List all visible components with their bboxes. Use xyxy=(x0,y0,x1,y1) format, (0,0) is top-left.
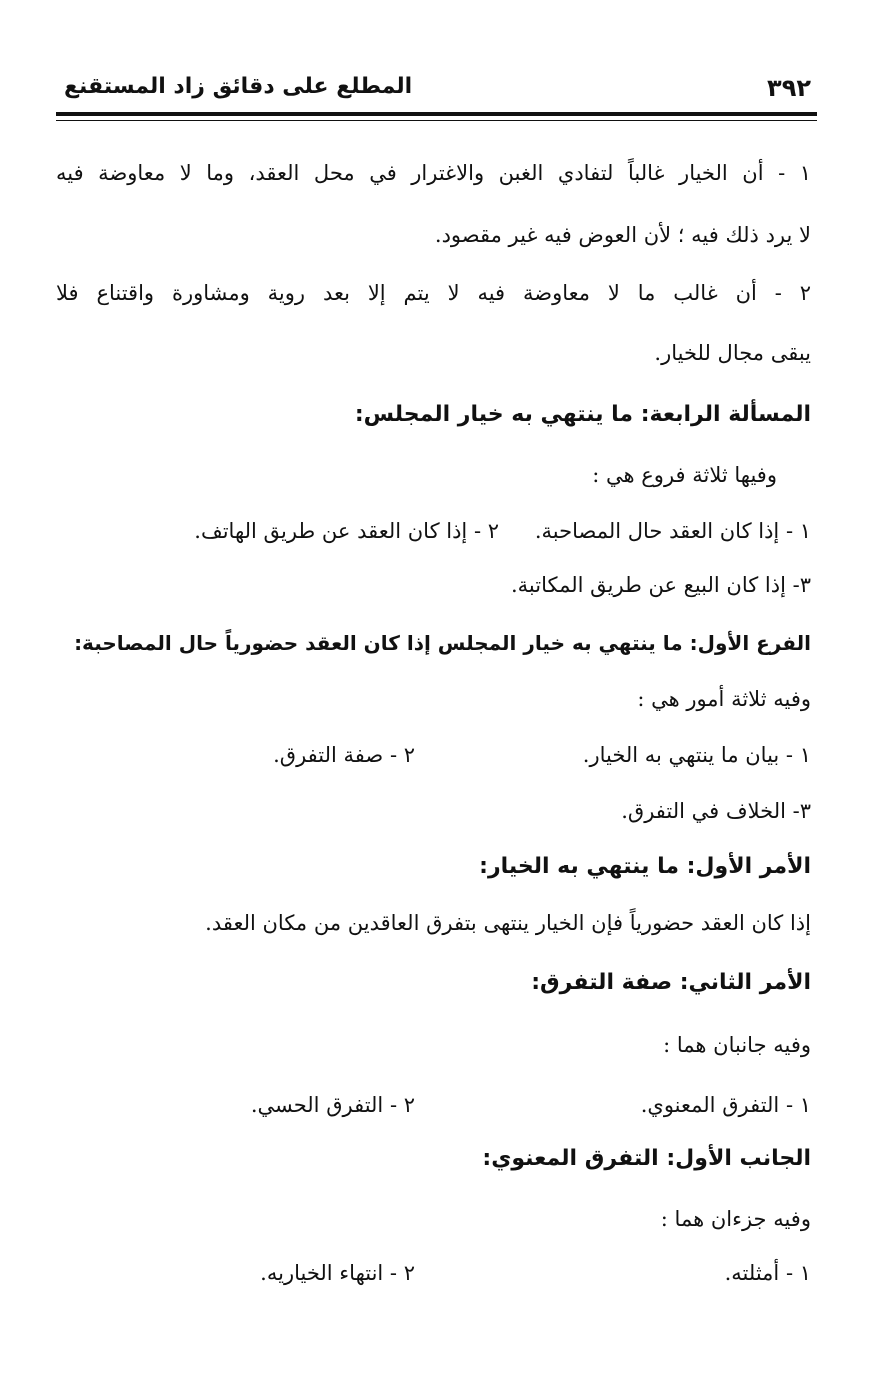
section-heading: الأمر الثاني: صفة التفرق: xyxy=(531,970,811,995)
intro-line: وفيه جانبان هما : xyxy=(663,1033,811,1057)
list-item: ٢ - انتهاء الخياريه. xyxy=(260,1261,415,1285)
paragraph-line: لا يرد ذلك فيه ؛ لأن العوض فيه غير مقصود. xyxy=(434,223,811,247)
section-heading: المسألة الرابعة: ما ينتهي به خيار المجلس: xyxy=(354,402,811,427)
section-heading: الجانب الأول: التفرق المعنوي: xyxy=(482,1146,811,1171)
list-item: ٢ - صفة التفرق. xyxy=(273,743,415,767)
list-item: ٢ - إذا كان العقد عن طريق الهاتف. xyxy=(194,519,499,543)
running-title: المطلع على دقائق زاد المستقنع xyxy=(64,74,413,99)
list-item: ١ - بيان ما ينتهي به الخيار. xyxy=(582,743,811,767)
list-item: ٣- إذا كان البيع عن طريق المكاتبة. xyxy=(510,573,811,597)
list-item: ١ - أمثلته. xyxy=(724,1261,811,1285)
list-item: ١ - التفرق المعنوي. xyxy=(640,1093,811,1117)
list-item: ٢ - التفرق الحسي. xyxy=(250,1093,415,1117)
intro-line: وفيه ثلاثة أمور هي : xyxy=(637,687,811,711)
list-item: ١ - إذا كان العقد حال المصاحبة. xyxy=(534,519,811,543)
list-item: ٣- الخلاف في التفرق. xyxy=(621,799,811,823)
paragraph-line: إذا كان العقد حضورياً فإن الخيار ينتهى بتفرق العاقدين من مكان العقد. xyxy=(205,911,811,935)
intro-line: وفيه جزءان هما : xyxy=(660,1207,811,1231)
paragraph-line: ١ - أن الخيار غالباً لتفادي الغبن والاغترار في محل العقد، وما لا معاوضة فيه xyxy=(56,161,811,185)
header-rule-thick xyxy=(56,112,817,116)
intro-line: وفيها ثلاثة فروع هي : xyxy=(592,463,777,487)
section-heading: الفرع الأول: ما ينتهي به خيار المجلس إذا كان العقد حضورياً حال المصاحبة: xyxy=(74,631,811,655)
page-number: ٣٩٢ xyxy=(767,74,811,102)
section-heading: الأمر الأول: ما ينتهي به الخيار: xyxy=(479,854,811,879)
paragraph-line: يبقى مجال للخيار. xyxy=(654,341,811,365)
paragraph-line: ٢ - أن غالب ما لا معاوضة فيه لا يتم إلا بعد روية ومشاورة واقتناع فلا xyxy=(56,281,811,305)
page-header xyxy=(56,68,817,108)
header-rule-thin xyxy=(56,120,817,121)
